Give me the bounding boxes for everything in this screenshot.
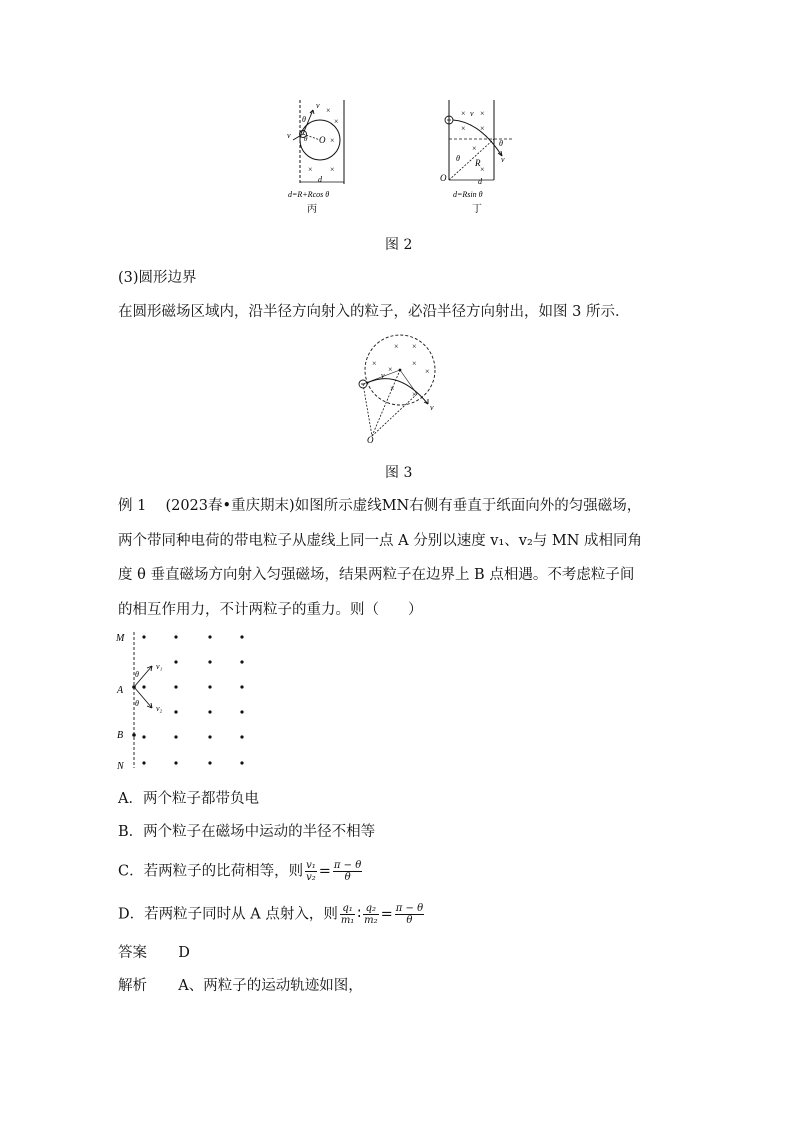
option-a: A．两个粒子都带负电 — [118, 791, 259, 807]
v-label: v — [470, 109, 474, 118]
field-dot — [174, 710, 177, 713]
field-dot — [142, 685, 145, 688]
x-mark: × — [412, 390, 417, 399]
center-o-label: O — [367, 435, 374, 445]
field-dot — [142, 761, 145, 764]
answer-line — [118, 943, 190, 963]
x-mark: × — [334, 117, 339, 126]
field-dot — [208, 761, 211, 764]
x-mark: × — [394, 342, 399, 351]
radius-r-label: R — [475, 158, 481, 168]
theta-label: θ — [135, 670, 139, 679]
v-label: v — [316, 101, 320, 110]
field-dots — [142, 635, 243, 764]
x-mark: × — [412, 359, 417, 368]
x-mark: × — [330, 165, 335, 174]
label-m: M — [116, 633, 125, 644]
x-mark: × — [480, 109, 485, 118]
x-mark: × — [390, 384, 395, 393]
analysis-label: 解析 — [118, 978, 147, 994]
formula-bing: d=R+Rcos θ — [288, 190, 330, 199]
field-dot — [240, 761, 243, 764]
field-dot — [174, 735, 177, 738]
d-label: d — [318, 175, 322, 184]
d-label: d — [478, 177, 482, 186]
field-dot — [208, 685, 211, 688]
field-dot — [240, 635, 243, 638]
fraction-q2-m2: $\frac{\text{q₂}}{\text{m₂}}$ — [364, 903, 378, 926]
field-dot — [208, 710, 211, 713]
x-mark: × — [425, 367, 430, 376]
field-dot — [174, 761, 177, 764]
x-mark: × — [461, 124, 466, 133]
field-dot — [174, 635, 177, 638]
figure-3 — [350, 334, 450, 446]
v-label: v — [430, 403, 434, 412]
field-dot — [240, 710, 243, 713]
answer-label: 答案 — [118, 945, 147, 961]
field-dot — [174, 685, 177, 688]
option-d-text: D．若两粒子同时从 A 点射入，则 — [118, 906, 338, 923]
figure-3-caption: 图 3 — [385, 465, 413, 481]
x-mark: × — [326, 106, 331, 115]
center-o-label: O — [319, 135, 326, 145]
theta-label: θ — [302, 115, 306, 124]
analysis-text: A、两粒子的运动轨迹如图， — [178, 978, 363, 994]
v-label: v — [501, 155, 505, 164]
field-dot — [208, 660, 211, 663]
label-a: A — [117, 685, 124, 696]
figure-bing — [283, 96, 363, 216]
option-c: C．若两粒子的比荷相等，则 $\frac{\text{v₁}}{\text{v₂}}$ = $\frac{\pi - \theta}{\theta}$ — [118, 860, 362, 883]
x-mark: × — [480, 124, 485, 133]
x-mark: × — [388, 365, 393, 374]
center-o-label: O — [440, 173, 447, 183]
label-n: N — [117, 761, 124, 772]
fraction-v1-v2: $\frac{\text{v₁}}{\text{v₂}}$ — [306, 860, 316, 883]
theta-label: θ — [304, 135, 308, 143]
x-mark: × — [412, 342, 417, 351]
example-line-4: 的相互作用力，不计两粒子的重力。则（ ） — [118, 602, 423, 618]
field-dot — [142, 735, 145, 738]
label-bing: 丙 — [307, 204, 317, 215]
field-dot — [208, 735, 211, 738]
fraction-pi-theta: $\frac{\pi - \theta}{\theta}$ — [395, 903, 424, 926]
formula-ding: d=Rsin θ — [453, 190, 483, 199]
x-mark: × — [480, 165, 485, 174]
figure-mn-field — [114, 628, 264, 772]
fraction-q1-m1: $\frac{\text{q₁}}{\text{m₁}}$ — [340, 903, 355, 926]
option-c-text: C．若两粒子的比荷相等，则 — [118, 863, 304, 880]
x-mark: × — [372, 359, 377, 368]
v-label: v — [381, 371, 385, 380]
x-mark: × — [330, 136, 335, 145]
section-text: 在圆形磁场区域内，沿半径方向射入的粒子，必沿半径方向射出，如图 3 所示． — [118, 304, 630, 320]
x-mark: × — [308, 165, 313, 174]
field-dot — [240, 735, 243, 738]
v1-label: v₁ — [156, 662, 163, 671]
option-b: B．两个粒子在磁场中运动的半径不相等 — [118, 824, 376, 840]
field-dot — [240, 685, 243, 688]
figure-2-caption: 图 2 — [385, 237, 413, 253]
example-line-1: 例 1 (2023春•重庆期末)如图所示虚线MN右侧有垂直于纸面向外的匀强磁场， — [118, 498, 642, 514]
answer-value: D — [178, 945, 190, 961]
v-label: v — [287, 131, 291, 140]
field-dot — [208, 635, 211, 638]
label-b: B — [117, 730, 124, 741]
x-mark: × — [472, 144, 477, 153]
field-dot — [240, 660, 243, 663]
theta-label: θ — [456, 154, 460, 163]
example-line-2: 两个带同种电荷的带电粒子从虚线上同一点 A 分别以速度 v₁、v₂与 MN 成相同角 — [118, 533, 643, 549]
figure-ding — [432, 96, 532, 216]
analysis-line — [118, 976, 363, 996]
section-heading: (3)圆形边界 — [118, 270, 197, 286]
theta-label: θ — [499, 139, 503, 148]
field-dot — [142, 635, 145, 638]
v2-label: v₂ — [156, 704, 163, 713]
field-dot — [174, 660, 177, 663]
fraction-pi-theta: $\frac{\pi - \theta}{\theta}$ — [333, 860, 362, 883]
option-d: D．若两粒子同时从 A 点射入，则 $\frac{\text{q₁}}{\text{m₁}}$ ∶ $\frac{\text{q₂}}{\text{m₂}}$ = $\frac{\pi - \theta}{\theta}$ — [118, 903, 424, 926]
theta-label: θ — [135, 699, 139, 708]
label-ding: 丁 — [472, 204, 482, 215]
example-line-3: 度 θ 垂直磁场方向射入匀强磁场，结果两粒子在边界上 B 点相遇。不考虑粒子间 — [118, 567, 635, 583]
x-mark: × — [461, 109, 466, 118]
